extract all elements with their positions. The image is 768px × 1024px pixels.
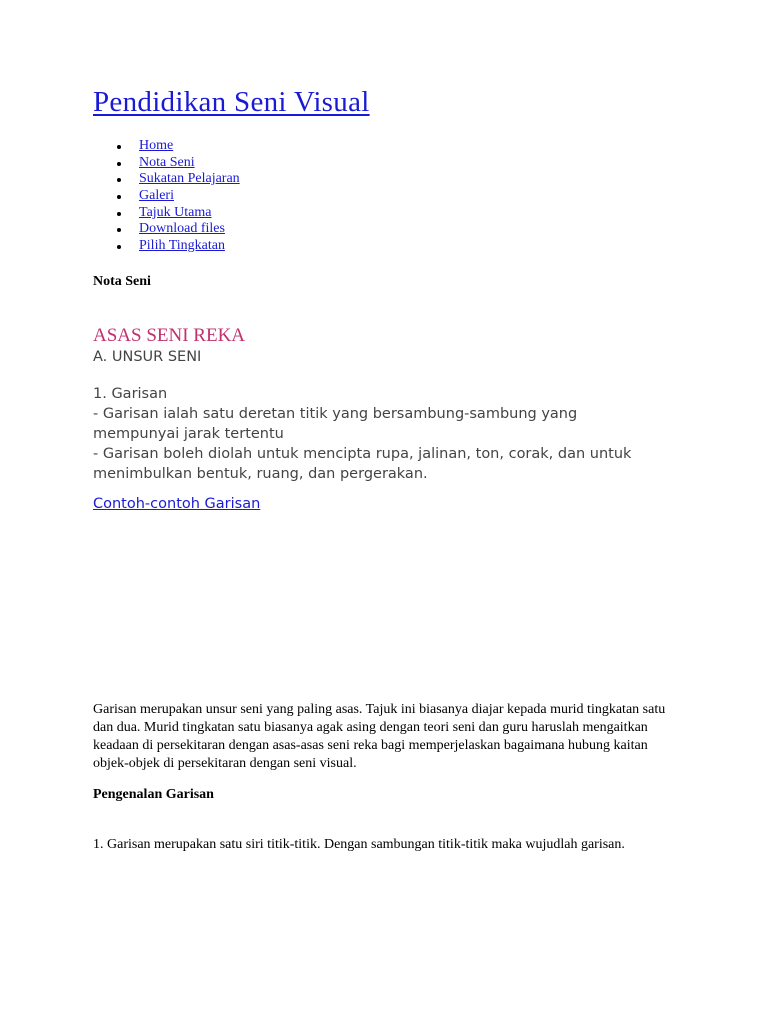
article-heading: ASAS SENI REKA: [93, 325, 246, 346]
garisan-line: - Garisan ialah satu deretan titik yang bersambung-sambung yang: [93, 406, 578, 422]
article-subheading: A. UNSUR SENI: [93, 349, 202, 365]
pengenalan-garisan-title: Pengenalan Garisan: [93, 787, 214, 802]
garisan-line: - Garisan boleh diolah untuk mencipta rupa, jalinan, ton, corak, dan untuk: [93, 446, 632, 462]
nav-link-pilih-tingkatan[interactable]: Pilih Tingkatan: [139, 238, 225, 254]
nav-link-galeri[interactable]: Galeri: [139, 188, 174, 204]
nav-item-sukatan-pelajaran: [93, 171, 240, 188]
nav-link-download-files[interactable]: Download files: [139, 221, 225, 237]
nav-menu: [93, 138, 240, 255]
nav-link-home[interactable]: Home: [139, 138, 174, 153]
nav-item-home: [93, 138, 240, 155]
nav-link-sukatan-pelajaran[interactable]: Sukatan Pelajaran: [139, 171, 240, 187]
nav-item-nota-seni: [93, 155, 240, 172]
contoh-garisan-link[interactable]: Contoh-contoh Garisan: [93, 496, 261, 512]
pengenalan-paragraph: 1. Garisan merupakan satu siri titik-titik. Dengan sambungan titik-titik maka wujudlah garisan.: [93, 837, 625, 852]
garisan-title: 1. Garisan: [93, 386, 168, 402]
garisan-paragraph: Garisan merupakan unsur seni yang paling asas. Tajuk ini biasanya diajar kepada murid tingkatan satu dan dua. Murid tingkatan satu biasanya agak asing dengan teori seni dan guru haruslah mengaitkan keadaan di persekitaran dengan asas-asas seni reka bagi memperjelaskan bagaimana hubung kaitan objek-objek di persekitaran dengan seni visual.: [93, 702, 666, 771]
garisan-definition: [93, 384, 693, 484]
nav-item-download-files: [93, 221, 240, 238]
nav-link-tajuk-utama[interactable]: Tajuk Utama: [139, 204, 212, 220]
nav-item-galeri: [93, 188, 240, 205]
site-title: [93, 86, 370, 119]
section-label: Nota Seni: [93, 274, 151, 289]
nav-item-tajuk-utama: [93, 205, 240, 222]
nav-link-nota-seni[interactable]: Nota Seni: [139, 154, 195, 170]
site-title-link[interactable]: Pendidikan Seni Visual: [93, 86, 370, 118]
garisan-line: mempunyai jarak tertentu: [93, 426, 284, 442]
garisan-line: menimbulkan bentuk, ruang, dan pergerakan.: [93, 466, 428, 482]
nav-item-pilih-tingkatan: [93, 238, 240, 255]
